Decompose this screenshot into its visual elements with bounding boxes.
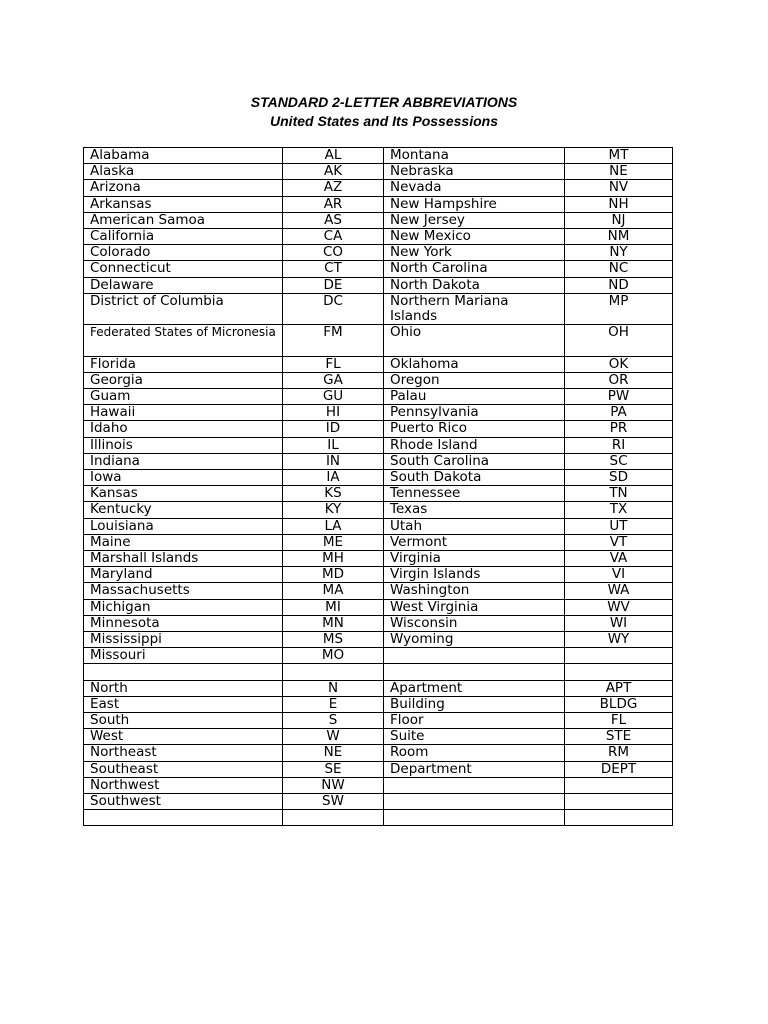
abbreviation-cell [565,664,673,680]
abbreviation-cell: WA [565,583,673,599]
name-cell: Virgin Islands [384,567,565,583]
table-row [84,551,673,567]
table-row [84,180,673,196]
abbreviation-cell [565,648,673,664]
abbreviation-cell: ID [283,421,384,437]
name-cell: Southeast [84,761,283,777]
table-row [84,713,673,729]
abbreviation-cell: NE [565,164,673,180]
abbreviation-cell: MA [283,583,384,599]
name-cell: Minnesota [84,615,283,631]
name-cell: Southwest [84,794,283,810]
table-row [84,261,673,277]
abbreviation-cell: AK [283,164,384,180]
table-row [84,277,673,293]
name-cell: Michigan [84,599,283,615]
name-cell: Wisconsin [384,615,565,631]
name-cell: West Virginia [384,599,565,615]
document-title: STANDARD 2-LETTER ABBREVIATIONS [250,94,518,110]
name-cell: Puerto Rico [384,421,565,437]
table-row [84,810,673,826]
abbreviation-cell: DC [283,293,384,324]
name-cell: Guam [84,389,283,405]
abbreviation-cell: NW [283,777,384,793]
document-subtitle: United States and Its Possessions [270,113,498,129]
name-cell: Alaska [84,164,283,180]
abbreviation-cell: STE [565,729,673,745]
abbreviation-cell: FL [565,713,673,729]
name-cell: Nebraska [384,164,565,180]
name-cell [384,810,565,826]
abbreviations-table-body [84,148,673,826]
name-cell: West [84,729,283,745]
abbreviation-cell: NE [283,745,384,761]
name-cell: District of Columbia [84,293,283,324]
table-row [84,567,673,583]
abbreviation-cell: AZ [283,180,384,196]
abbreviation-cell: GU [283,389,384,405]
name-cell: Idaho [84,421,283,437]
abbreviation-cell: OR [565,372,673,388]
name-cell: Washington [384,583,565,599]
table-row [84,777,673,793]
abbreviation-cell: IA [283,470,384,486]
name-cell: Marshall Islands [84,551,283,567]
table-row [84,486,673,502]
name-cell: Missouri [84,648,283,664]
table-row [84,229,673,245]
table-row [84,583,673,599]
table-row [84,599,673,615]
name-cell: North Dakota [384,277,565,293]
name-cell: Nevada [384,180,565,196]
name-cell: Tennessee [384,486,565,502]
name-cell: Oregon [384,372,565,388]
abbreviation-cell: KS [283,486,384,502]
name-cell: Kansas [84,486,283,502]
table-row [84,696,673,712]
name-cell: Vermont [384,534,565,550]
table-row [84,470,673,486]
table-row [84,632,673,648]
abbreviation-cell: FM [283,325,384,356]
abbreviation-cell: WV [565,599,673,615]
abbreviation-cell: S [283,713,384,729]
abbreviation-cell [283,664,384,680]
name-cell: East [84,696,283,712]
name-cell: Northwest [84,777,283,793]
name-cell: Delaware [84,277,283,293]
name-cell: Wyoming [384,632,565,648]
abbreviation-cell: BLDG [565,696,673,712]
name-cell: American Samoa [84,212,283,228]
table-row [84,164,673,180]
abbreviation-cell: TX [565,502,673,518]
abbreviation-cell: PW [565,389,673,405]
name-cell: Massachusetts [84,583,283,599]
name-cell: Floor [384,713,565,729]
abbreviation-cell: W [283,729,384,745]
name-cell: California [84,229,283,245]
name-cell: Ohio [384,325,565,356]
abbreviation-cell: MI [283,599,384,615]
abbreviation-cell: FL [283,356,384,372]
name-cell [384,794,565,810]
name-cell: Virginia [384,551,565,567]
abbreviation-cell: E [283,696,384,712]
name-cell: New Jersey [384,212,565,228]
name-cell [384,777,565,793]
name-cell: Maine [84,534,283,550]
name-cell: Kentucky [84,502,283,518]
abbreviation-cell: MN [283,615,384,631]
name-cell: New York [384,245,565,261]
abbreviation-cell: MO [283,648,384,664]
name-cell: Iowa [84,470,283,486]
abbreviation-cell: OK [565,356,673,372]
name-cell: Palau [384,389,565,405]
abbreviation-cell: AS [283,212,384,228]
abbreviation-cell: UT [565,518,673,534]
abbreviation-cell: IL [283,437,384,453]
abbreviation-cell: NJ [565,212,673,228]
name-cell: Room [384,745,565,761]
abbreviation-cell: WY [565,632,673,648]
name-cell: North Carolina [384,261,565,277]
table-row [84,293,673,324]
abbreviation-cell: TN [565,486,673,502]
abbreviation-cell: PR [565,421,673,437]
name-cell: Mississippi [84,632,283,648]
table-row [84,518,673,534]
table-row [84,421,673,437]
abbreviations-table [83,147,673,826]
abbreviation-cell: APT [565,680,673,696]
abbreviation-cell: LA [283,518,384,534]
abbreviation-cell: CO [283,245,384,261]
abbreviation-cell: CA [283,229,384,245]
name-cell: Texas [384,502,565,518]
name-cell: Northern Mariana Islands [384,293,565,324]
abbreviation-cell: NV [565,180,673,196]
abbreviation-cell [565,794,673,810]
name-cell: New Hampshire [384,196,565,212]
name-cell: Pennsylvania [384,405,565,421]
table-row [84,325,673,356]
abbreviation-cell: IN [283,453,384,469]
name-cell: Oklahoma [384,356,565,372]
abbreviation-cell: KY [283,502,384,518]
abbreviation-cell: OH [565,325,673,356]
table-row [84,389,673,405]
name-cell: Florida [84,356,283,372]
abbreviation-cell: CT [283,261,384,277]
abbreviation-cell: SE [283,761,384,777]
table-row [84,680,673,696]
name-cell: Suite [384,729,565,745]
abbreviation-cell: MT [565,148,673,164]
table-row [84,372,673,388]
table-row [84,761,673,777]
table-row [84,534,673,550]
table-row [84,745,673,761]
abbreviation-cell: ME [283,534,384,550]
name-cell [84,810,283,826]
abbreviation-cell: SC [565,453,673,469]
name-cell [84,664,283,680]
document-header [0,93,768,130]
table-row [84,794,673,810]
name-cell: South Dakota [384,470,565,486]
table-row [84,615,673,631]
abbreviation-cell: NM [565,229,673,245]
table-row [84,437,673,453]
name-cell [384,664,565,680]
table-row [84,245,673,261]
name-cell: South [84,713,283,729]
name-cell: North [84,680,283,696]
table-row [84,405,673,421]
abbreviation-cell: PA [565,405,673,421]
abbreviation-cell: VT [565,534,673,550]
name-cell: Montana [384,148,565,164]
name-cell: Indiana [84,453,283,469]
table-row [84,148,673,164]
name-cell: South Carolina [384,453,565,469]
name-cell: Colorado [84,245,283,261]
table-row [84,453,673,469]
name-cell: Utah [384,518,565,534]
table-row [84,212,673,228]
abbreviation-cell [565,810,673,826]
abbreviation-cell: ND [565,277,673,293]
abbreviation-cell: GA [283,372,384,388]
name-cell: Northeast [84,745,283,761]
table-row [84,664,673,680]
abbreviation-cell: NY [565,245,673,261]
name-cell: Georgia [84,372,283,388]
abbreviation-cell: AL [283,148,384,164]
name-cell: Maryland [84,567,283,583]
abbreviation-cell: SD [565,470,673,486]
name-cell: Illinois [84,437,283,453]
name-cell: Connecticut [84,261,283,277]
table-row [84,729,673,745]
name-cell: Apartment [384,680,565,696]
abbreviation-cell [565,777,673,793]
abbreviation-cell: N [283,680,384,696]
abbreviation-cell: NC [565,261,673,277]
name-cell: Rhode Island [384,437,565,453]
table-row [84,648,673,664]
abbreviation-cell: MH [283,551,384,567]
name-cell: Arkansas [84,196,283,212]
name-cell: Federated States of Micronesia [84,325,283,356]
abbreviation-cell [283,810,384,826]
abbreviation-cell: MS [283,632,384,648]
abbreviation-cell: RI [565,437,673,453]
name-cell: Hawaii [84,405,283,421]
name-cell: Department [384,761,565,777]
name-cell: Arizona [84,180,283,196]
abbreviation-cell: DE [283,277,384,293]
table-row [84,196,673,212]
abbreviation-cell: MD [283,567,384,583]
abbreviation-cell: MP [565,293,673,324]
abbreviation-cell: HI [283,405,384,421]
name-cell: New Mexico [384,229,565,245]
abbreviation-cell: VA [565,551,673,567]
table-row [84,356,673,372]
name-cell: Louisiana [84,518,283,534]
abbreviation-cell: VI [565,567,673,583]
name-cell [384,648,565,664]
abbreviation-cell: AR [283,196,384,212]
name-cell: Alabama [84,148,283,164]
abbreviation-cell: SW [283,794,384,810]
name-cell: Building [384,696,565,712]
abbreviation-cell: RM [565,745,673,761]
abbreviation-cell: DEPT [565,761,673,777]
table-row [84,502,673,518]
abbreviation-cell: NH [565,196,673,212]
abbreviation-cell: WI [565,615,673,631]
